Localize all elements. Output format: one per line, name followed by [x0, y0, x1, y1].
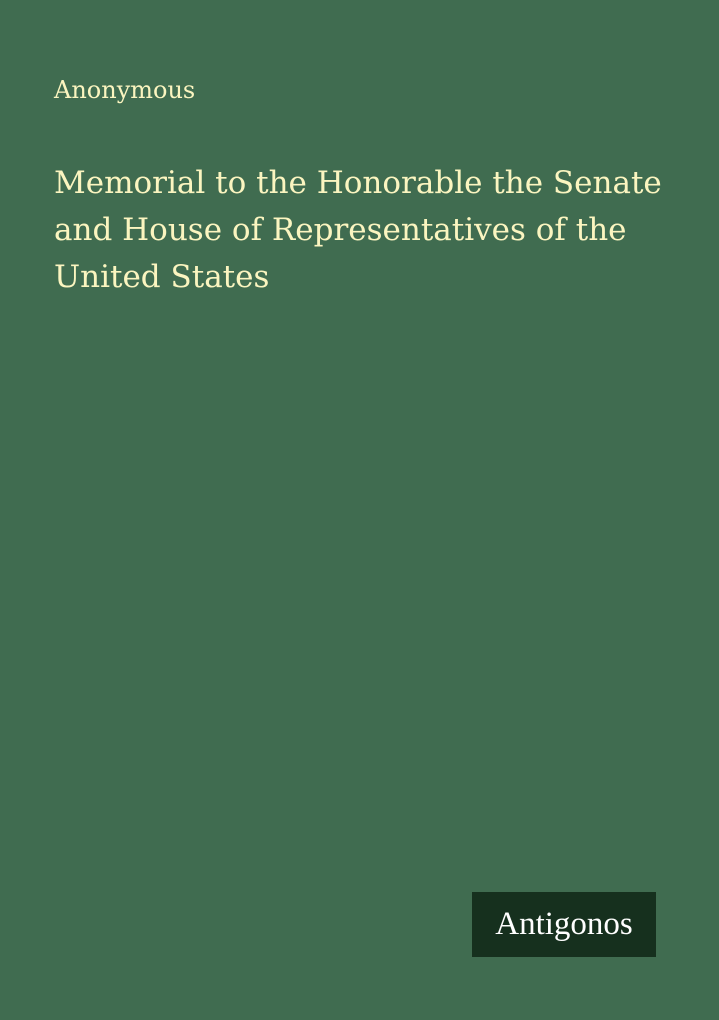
publisher-logo: Antigonos	[472, 892, 656, 957]
book-title: Memorial to the Honorable the Senate and House of Representatives of the United States	[54, 165, 662, 295]
author-name: Anonymous	[54, 76, 196, 104]
